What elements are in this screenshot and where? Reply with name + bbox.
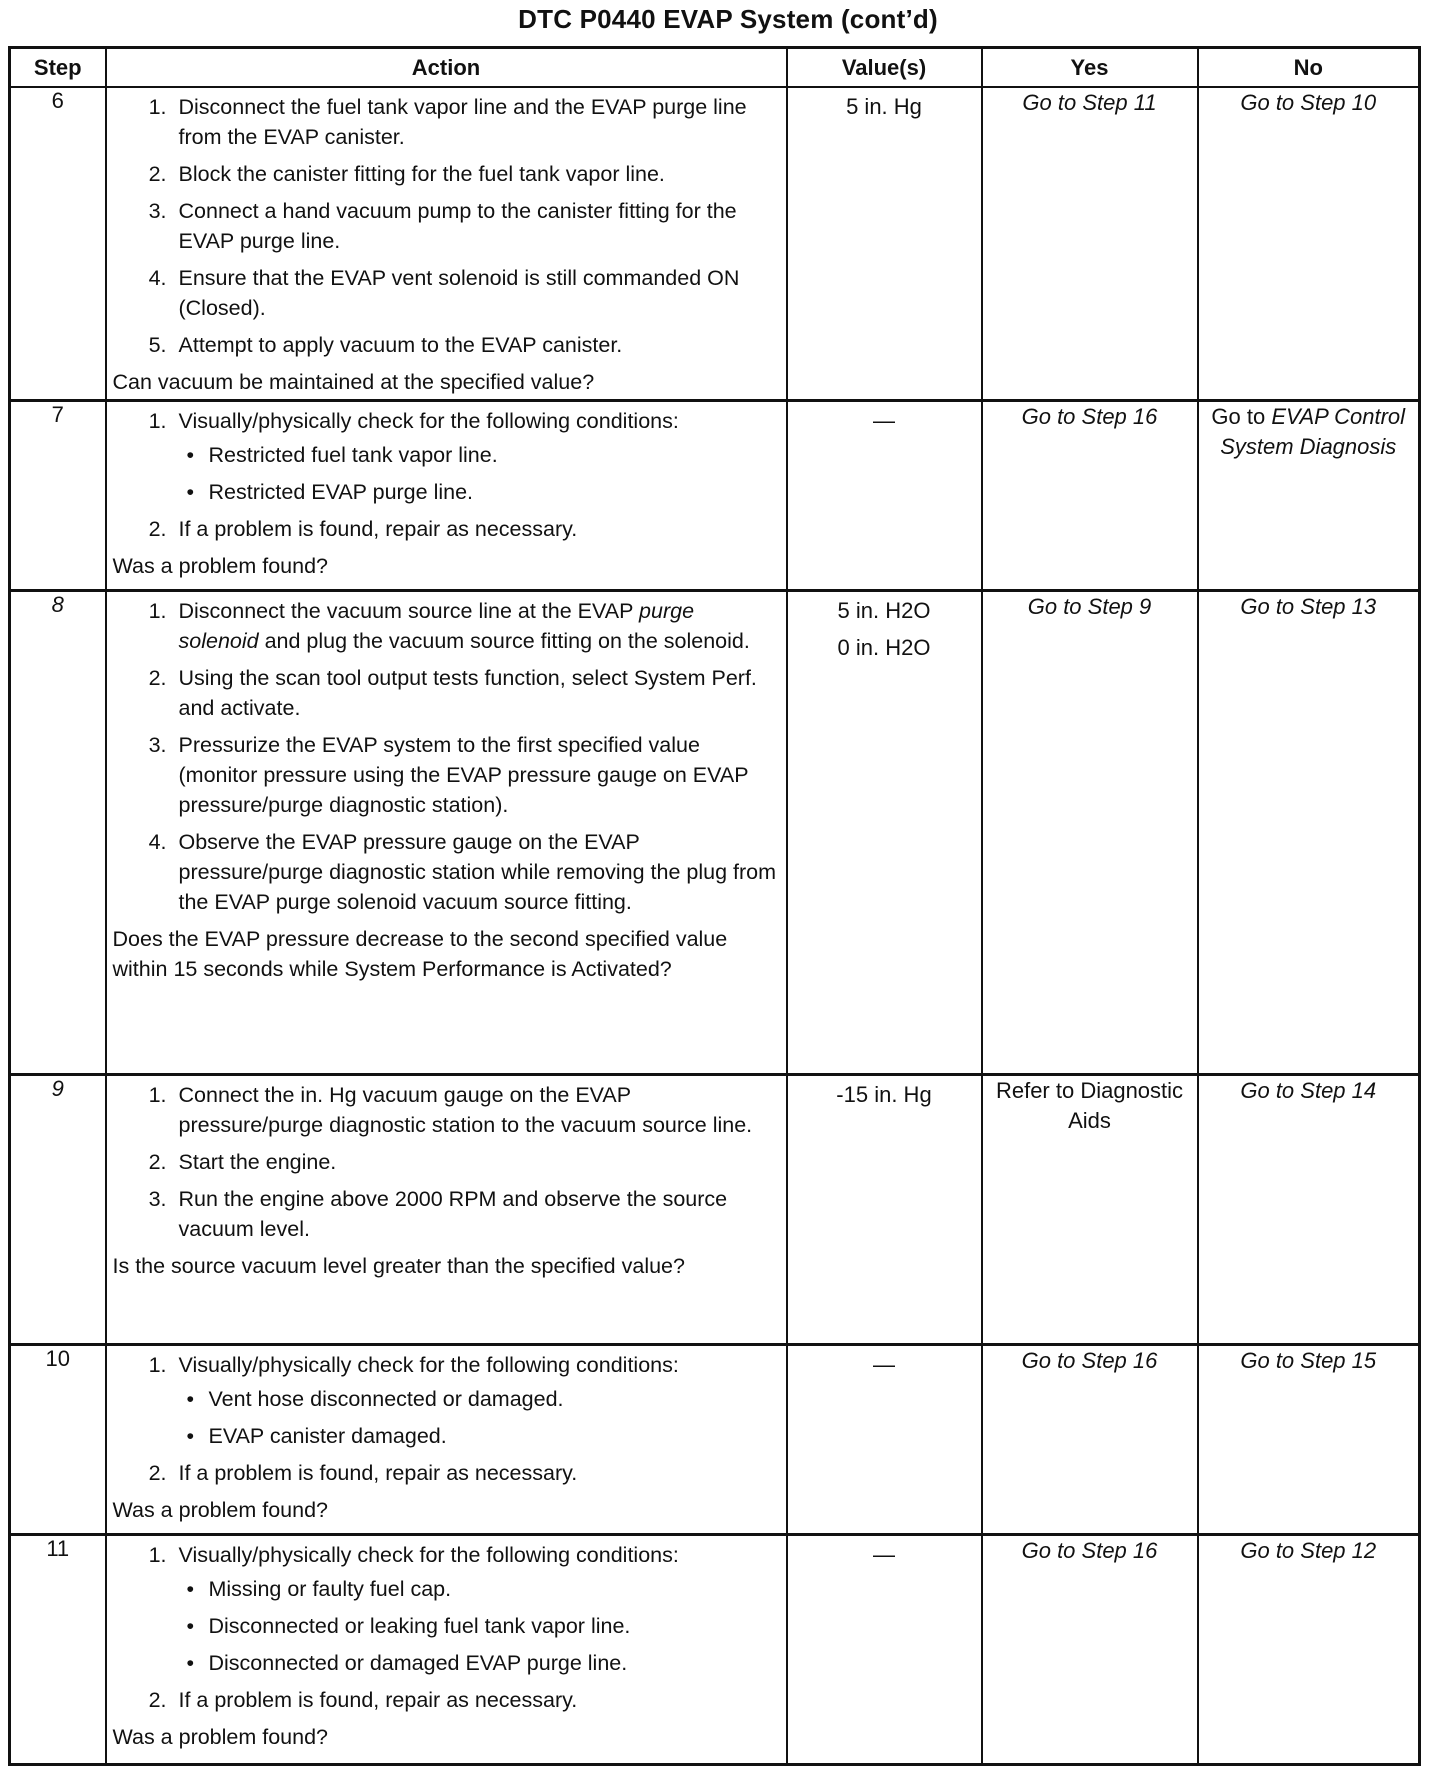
bullet-item: • Restricted EVAP purge line.	[183, 477, 780, 507]
value-cell	[787, 87, 982, 401]
action-item-emphasis: purge solenoid	[178, 599, 695, 653]
action-item: 1. Disconnect the fuel tank vapor line and the EVAP purge line from the EVAP canister.	[173, 92, 780, 152]
no-cell	[1198, 401, 1420, 591]
no-cell	[1198, 1535, 1420, 1765]
action-item	[173, 406, 780, 507]
bullet-item: • Disconnected or damaged EVAP purge line.	[183, 1648, 780, 1678]
table-row	[10, 401, 1420, 591]
value-text: 5 in. Hg	[846, 94, 922, 119]
action-cell	[106, 87, 787, 401]
action-item: 3. Connect a hand vacuum pump to the canister fitting for the EVAP purge line.	[173, 196, 780, 256]
no-text: Go to Step 13	[1240, 594, 1377, 619]
value-text: —	[873, 1542, 895, 1567]
no-cell	[1198, 87, 1420, 401]
action-item: 1. Connect the in. Hg vacuum gauge on the EVAP pressure/purge diagnostic station to the vacuum source line.	[173, 1080, 780, 1140]
yes-cell	[982, 1075, 1198, 1345]
value-text: -15 in. Hg	[836, 1082, 932, 1107]
yes-cell	[982, 1345, 1198, 1535]
action-item: 2. If a problem is found, repair as necessary.	[173, 1458, 780, 1488]
table-row	[10, 591, 1420, 1075]
action-item	[173, 596, 780, 656]
action-item: 2. Using the scan tool output tests function, select System Perf. and activate.	[173, 663, 780, 723]
value-cell	[787, 401, 982, 591]
bullet-item: • EVAP canister damaged.	[183, 1421, 780, 1451]
action-item: 3. Pressurize the EVAP system to the first specified value (monitor pressure using the EVAP pressure gauge on EVAP pressure/purge diagnostic station).	[173, 730, 780, 820]
value-text: 0 in. H2O	[837, 635, 931, 660]
table-row	[10, 1345, 1420, 1535]
value-text: 5 in. H2O	[837, 598, 931, 623]
yes-text: Go to Step 16	[1021, 1348, 1158, 1373]
action-item-text: Visually/physically check for the following conditions:	[178, 1353, 679, 1377]
yes-text: Go to Step 16	[1021, 404, 1158, 429]
yes-text: Go to Step 16	[1021, 1538, 1158, 1563]
value-cell	[787, 1345, 982, 1535]
table-row	[10, 1535, 1420, 1765]
bullet-item: • Disconnected or leaking fuel tank vapor line.	[183, 1611, 780, 1641]
no-text-prefix: Go to	[1211, 404, 1266, 429]
step-number: 6	[10, 87, 106, 401]
action-item: 4. Observe the EVAP pressure gauge on the EVAP pressure/purge diagnostic station while removing the plug from the EVAP purge solenoid vacuum source fitting.	[173, 827, 780, 917]
no-text: Go to Step 14	[1240, 1078, 1377, 1103]
header-yes: Yes	[982, 48, 1198, 88]
action-cell	[106, 591, 787, 1075]
table-row	[10, 1075, 1420, 1345]
header-step: Step	[10, 48, 106, 88]
action-cell	[106, 401, 787, 591]
yes-cell	[982, 401, 1198, 591]
action-question: Was a problem found?	[112, 1725, 329, 1749]
bullet-item: • Vent hose disconnected or damaged.	[183, 1384, 780, 1414]
action-item: 2. Start the engine.	[173, 1147, 780, 1177]
no-cell	[1198, 591, 1420, 1075]
value-text: —	[873, 408, 895, 433]
action-item-text: Visually/physically check for the following conditions:	[178, 1543, 679, 1567]
no-text: Go to Step 15	[1240, 1348, 1377, 1373]
header-values: Value(s)	[787, 48, 982, 88]
action-item	[173, 1540, 780, 1678]
action-question: Can vacuum be maintained at the specified value?	[112, 370, 595, 394]
action-item: 3. Run the engine above 2000 RPM and observe the source vacuum level.	[173, 1184, 780, 1244]
action-item: 2. If a problem is found, repair as necessary.	[173, 514, 780, 544]
value-cell	[787, 1535, 982, 1765]
diagnostic-table	[8, 46, 1421, 1766]
action-item-text: Visually/physically check for the following conditions:	[178, 409, 679, 433]
no-cell	[1198, 1075, 1420, 1345]
action-item: 4. Ensure that the EVAP vent solenoid is still commanded ON (Closed).	[173, 263, 780, 323]
bullet-item: • Restricted fuel tank vapor line.	[183, 440, 780, 470]
page-title: DTC P0440 EVAP System (cont’d)	[518, 4, 938, 34]
header-no: No	[1198, 48, 1420, 88]
action-item: 2. If a problem is found, repair as necessary.	[173, 1685, 780, 1715]
yes-cell	[982, 1535, 1198, 1765]
action-item-text: and plug the vacuum source fitting on the solenoid.	[264, 629, 750, 653]
action-item-text: Disconnect the vacuum source line at the EVAP	[178, 599, 634, 623]
action-item	[173, 1350, 780, 1451]
value-cell	[787, 1075, 982, 1345]
no-cell	[1198, 1345, 1420, 1535]
yes-cell	[982, 87, 1198, 401]
action-cell	[106, 1535, 787, 1765]
yes-text: Refer to Diagnostic Aids	[995, 1078, 1184, 1133]
step-number: 11	[10, 1535, 106, 1765]
action-question: Was a problem found?	[112, 1498, 329, 1522]
action-cell	[106, 1075, 787, 1345]
yes-cell	[982, 591, 1198, 1075]
action-question: Is the source vacuum level greater than the specified value?	[112, 1254, 685, 1278]
no-text: Go to Step 10	[1240, 90, 1377, 115]
action-item: 2. Block the canister fitting for the fuel tank vapor line.	[173, 159, 780, 189]
value-cell	[787, 591, 982, 1075]
step-number: 8	[10, 591, 106, 1075]
step-number: 7	[10, 401, 106, 591]
table-header-row	[10, 48, 1420, 88]
yes-text: Go to Step 9	[1027, 594, 1152, 619]
action-question: Does the EVAP pressure decrease to the second specified value within 15 seconds while System Performance is Activated?	[112, 927, 728, 981]
no-text: Go to Step 12	[1240, 1538, 1377, 1563]
table-row	[10, 87, 1420, 401]
step-number: 9	[10, 1075, 106, 1345]
bullet-item: • Missing or faulty fuel cap.	[183, 1574, 780, 1604]
yes-text: Go to Step 11	[1022, 90, 1157, 115]
action-item: 5. Attempt to apply vacuum to the EVAP canister.	[173, 330, 780, 360]
step-number: 10	[10, 1345, 106, 1535]
value-text: —	[873, 1352, 895, 1377]
no-link-text: EVAP Control System Diagnosis	[1220, 404, 1406, 459]
header-action: Action	[106, 48, 787, 88]
action-question: Was a problem found?	[112, 554, 329, 578]
action-cell	[106, 1345, 787, 1535]
